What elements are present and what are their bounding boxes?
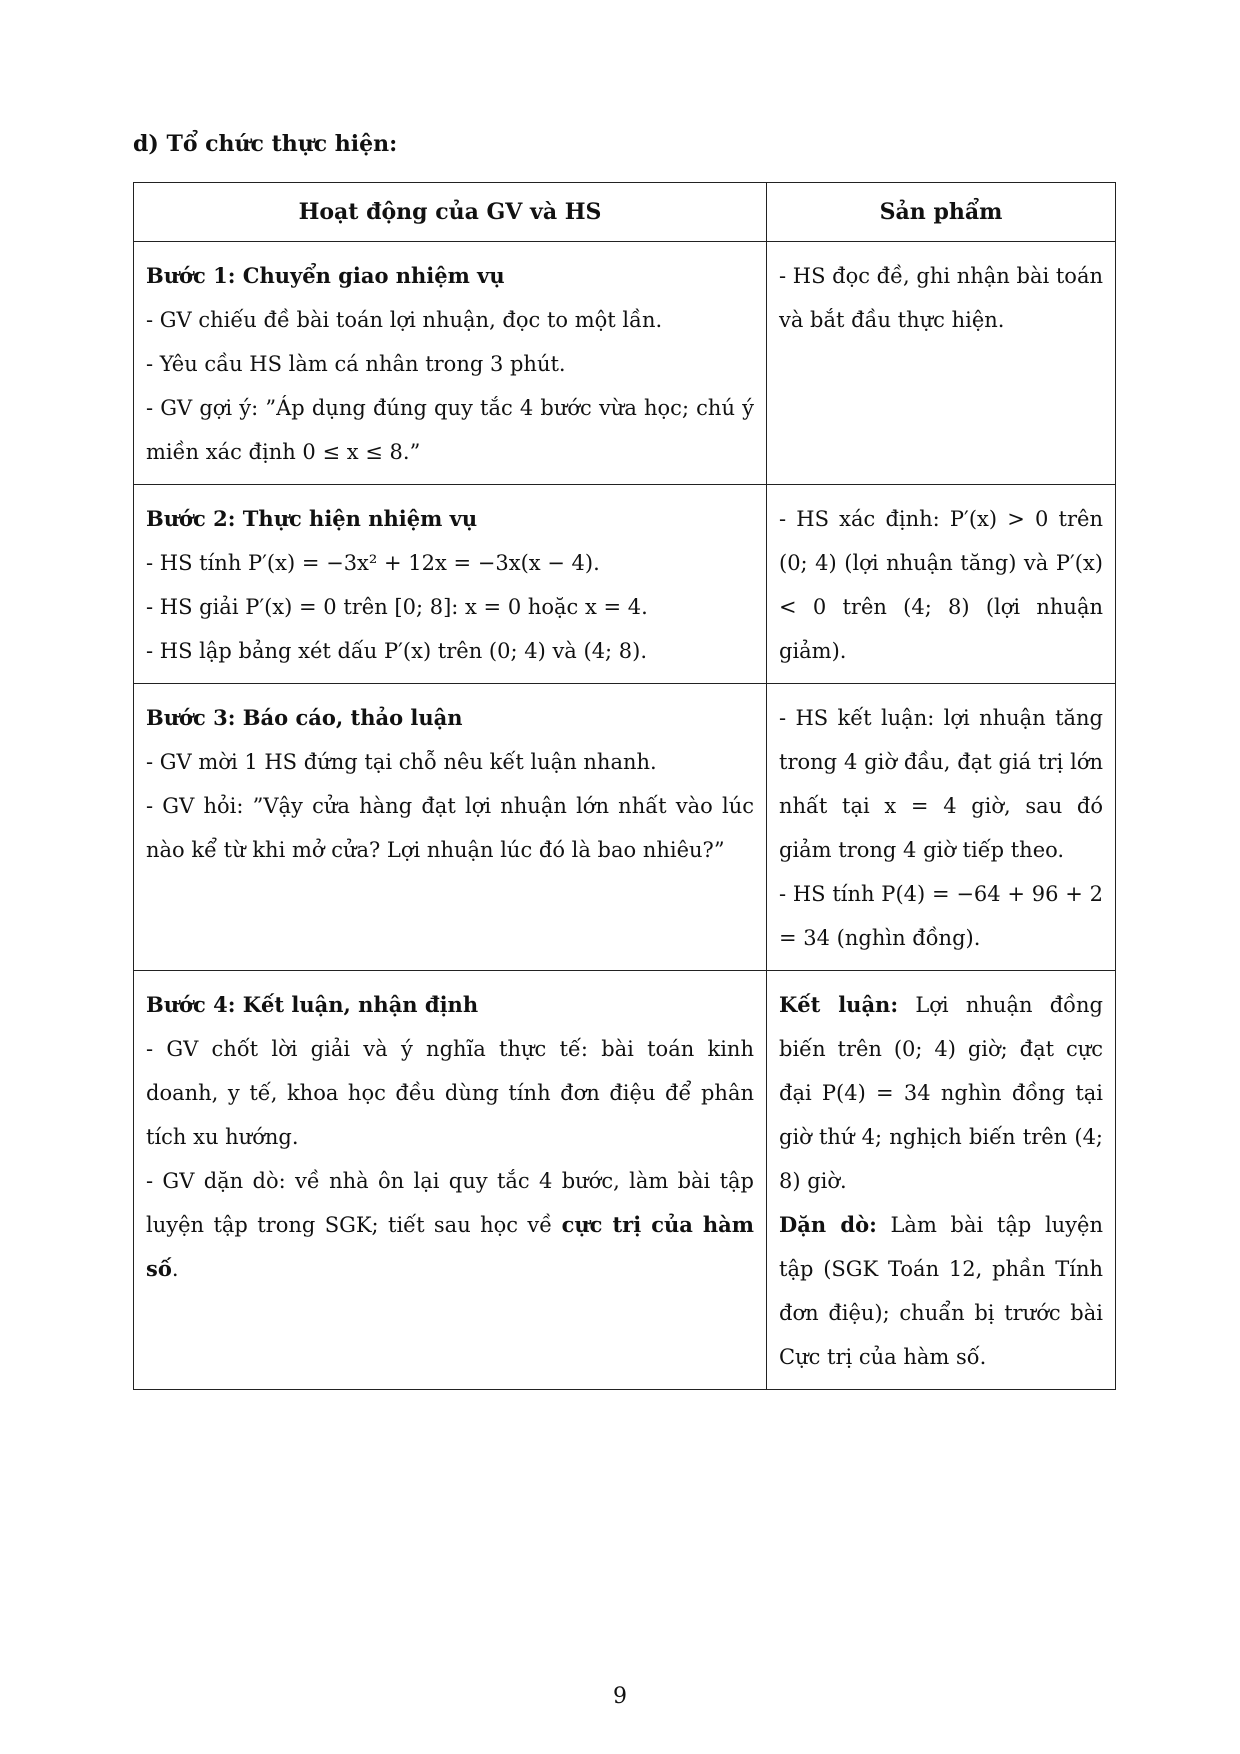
activity-cell (134, 684, 767, 971)
activity-table (133, 182, 1116, 1390)
activity-text: - GV dặn dò: về nhà ôn lại quy tắc 4 bước, làm bài tập luyện tập trong SGK; tiết sau học về (146, 1169, 754, 1237)
activity-cell (134, 485, 767, 684)
product-cell (767, 971, 1116, 1390)
table-row (134, 684, 1116, 971)
homework-paragraph (779, 1203, 1103, 1379)
section-heading: d) Tổ chức thực hiện: (133, 131, 398, 157)
table-row (134, 242, 1116, 485)
product-cell (767, 684, 1116, 971)
activity-line: - GV hỏi: ”Vậy cửa hàng đạt lợi nhuận lớn nhất vào lúc nào kể từ khi mở cửa? Lợi nhuận lúc đó là bao nhiêu?” (146, 794, 754, 862)
step-title: Bước 1: Chuyển giao nhiệm vụ (146, 263, 505, 288)
step-title: Bước 2: Thực hiện nhiệm vụ (146, 506, 478, 531)
page-number: 9 (613, 1684, 627, 1709)
table-header-row (134, 183, 1116, 242)
step-title: Bước 4: Kết luận, nhận định (146, 992, 479, 1017)
table-row (134, 485, 1116, 684)
product-line: - HS tính P(4) = −64 + 96 + 2 = 34 (nghìn đồng). (779, 882, 1103, 950)
activity-cell (134, 971, 767, 1390)
activity-cell (134, 242, 767, 485)
activity-line: - GV chốt lời giải và ý nghĩa thực tế: bài toán kinh doanh, y tế, khoa học đều dùng tính đơn điệu để phân tích xu hướng. (146, 1037, 754, 1149)
next-lesson-topic: cực trị của hàm số (146, 1212, 754, 1281)
activity-line: - GV chiếu đề bài toán lợi nhuận, đọc to một lần. (146, 308, 663, 332)
conclusion-text: Lợi nhuận đồng biến trên (0; 4) giờ; đạt cực đại P(4) = 34 nghìn đồng tại giờ thứ 4; nghịch biến trên (4; 8) giờ. (779, 993, 1103, 1193)
activity-line: - HS lập bảng xét dấu P′(x) trên (0; 4) và (4; 8). (146, 639, 648, 663)
header-product: Sản phẩm (767, 183, 1116, 242)
activity-line: - HS tính P′(x) = −3x² + 12x = −3x(x − 4). (146, 551, 600, 575)
conclusion-label: Kết luận: (779, 992, 899, 1017)
product-line: - HS kết luận: lợi nhuận tăng trong 4 giờ đầu, đạt giá trị lớn nhất tại x = 4 giờ, sau đó giảm trong 4 giờ tiếp theo. (779, 706, 1103, 862)
table-row (134, 971, 1116, 1390)
activity-line: - GV mời 1 HS đứng tại chỗ nêu kết luận nhanh. (146, 750, 657, 774)
activity-text-end: . (171, 1257, 179, 1281)
step-title: Bước 3: Báo cáo, thảo luận (146, 705, 463, 730)
activity-line: - HS giải P′(x) = 0 trên [0; 8]: x = 0 hoặc x = 4. (146, 595, 648, 619)
conclusion-paragraph (779, 983, 1103, 1203)
activity-line (146, 1159, 754, 1291)
activity-line: - GV gợi ý: ”Áp dụng đúng quy tắc 4 bước vừa học; chú ý miền xác định 0 ≤ x ≤ 8.” (146, 396, 754, 464)
product-cell: - HS đọc đề, ghi nhận bài toán và bắt đầu thực hiện. (767, 242, 1116, 485)
activity-line: - Yêu cầu HS làm cá nhân trong 3 phút. (146, 352, 566, 376)
product-cell: - HS xác định: P′(x) > 0 trên (0; 4) (lợi nhuận tăng) và P′(x) < 0 trên (4; 8) (lợi nhuận giảm). (767, 485, 1116, 684)
homework-label: Dặn dò: (779, 1212, 877, 1237)
homework-text: Làm bài tập luyện tập (SGK Toán 12, phần Tính đơn điệu); chuẩn bị trước bài Cực trị của hàm số. (779, 1213, 1103, 1369)
header-activities: Hoạt động của GV và HS (134, 183, 767, 242)
